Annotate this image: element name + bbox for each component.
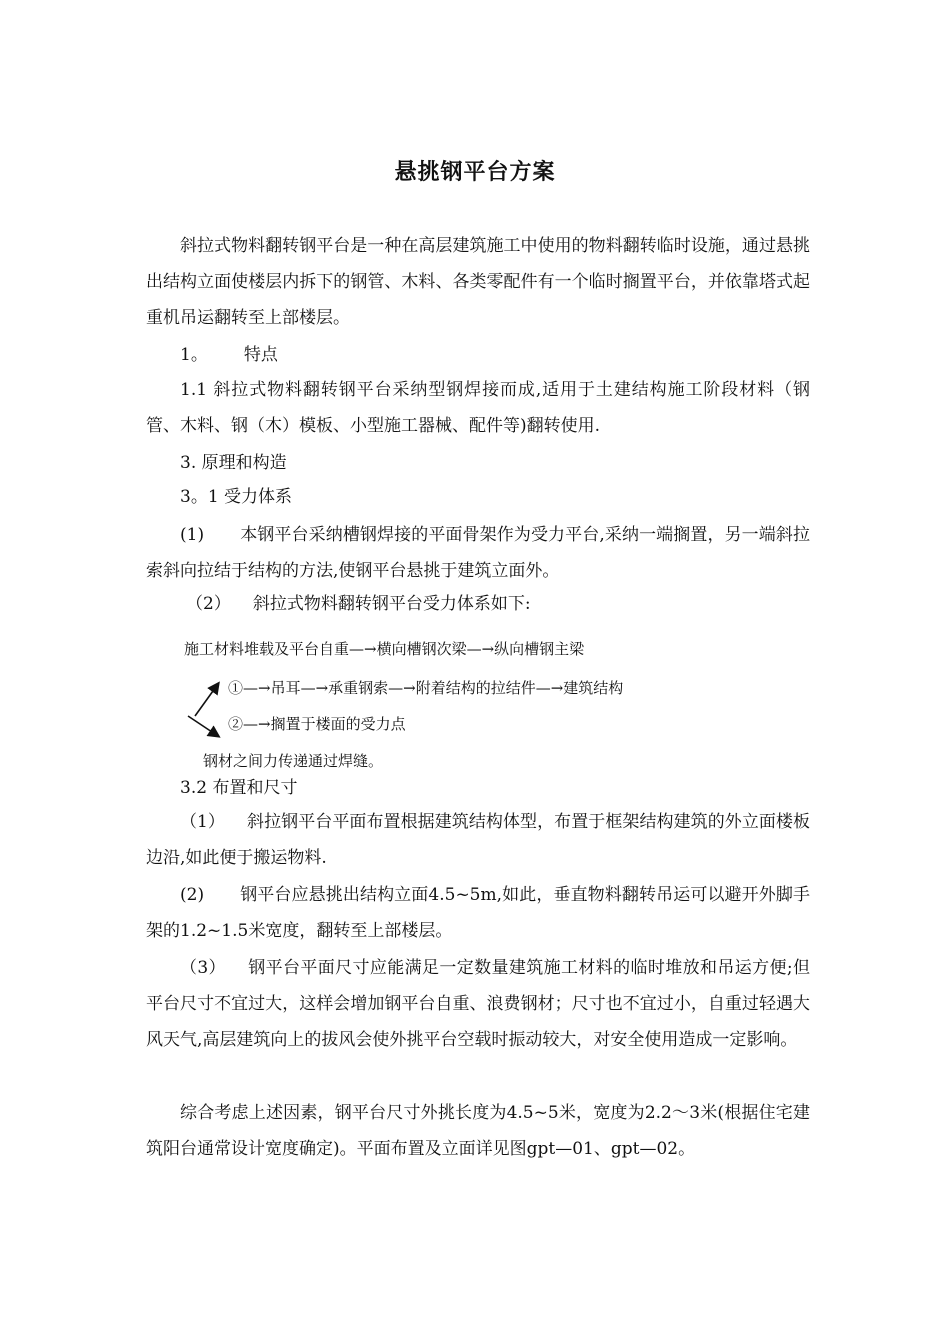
section-3-1-item-2: [186, 592, 531, 616]
item-number: （3）: [180, 958, 226, 978]
summary-paragraph: 综合考虑上述因素，钢平台尺寸外挑长度为4.5~5米，宽度为2.2～3米(根据住宅建筑阳台通常设计宽度确定)。平面布置及立面详见图gpt—01、gpt—02。: [146, 1103, 810, 1159]
section-3-1-heading: 3。1 受力体系: [180, 487, 293, 507]
section-1-title: 特点: [243, 345, 278, 365]
item-number: （1）: [180, 812, 225, 832]
item-number: (1): [180, 525, 205, 545]
section-3-2-item-3: [146, 950, 810, 1058]
diagram-line-2: ①—→吊耳—→承重钢索—→附着结构的拉结件—→建筑结构: [228, 679, 624, 697]
item-text: 斜拉钢平台平面布置根据建筑结构体型，布置于框架结构建筑的外立面楼板边沿,如此便于搬运物料.: [146, 812, 810, 868]
item-text: 钢平台平面尺寸应能满足一定数量建筑施工材料的临时堆放和吊运方便;但平台尺寸不宜过大，这样会增加钢平台自重、浪费钢材；尺寸也不宜过小，自重过轻遇大风天气,高层建筑向上的拔风会使外挑平台空载时振动较大，对安全使用造成一定影响。: [146, 958, 810, 1050]
section-1-heading: [180, 343, 278, 367]
section-3-heading: 3. 原理和构造: [180, 453, 287, 473]
item-text: 钢平台应悬挑出结构立面4.5~5m,如此，垂直物料翻转吊运可以避开外脚手架的1.2~1.5米宽度，翻转至上部楼层。: [146, 885, 810, 941]
section-1-number: 1。: [180, 345, 208, 365]
intro-paragraph: 斜拉式物料翻转钢平台是一种在高层建筑施工中使用的物料翻转临时设施，通过悬挑出结构立面使楼层内拆下的钢管、木料、各类零配件有一个临时搁置平台，并依靠塔式起重机吊运翻转至上部楼层。: [146, 236, 810, 328]
diagram-line-1: 施工材料堆载及平台自重—→横向槽钢次梁—→纵向槽钢主梁: [184, 640, 585, 658]
item-text: 斜拉式物料翻转钢平台受力体系如下:: [252, 594, 531, 614]
section-1-1-paragraph: 1.1 斜拉式物料翻转钢平台采纳型钢焊接而成,适用于土建结构施工阶段材料（钢管、木料、钢（木）模板、小型施工器械、配件等)翻转使用.: [146, 380, 810, 436]
section-3-2-item-2: [146, 877, 810, 949]
section-3-1-item-1: [146, 517, 810, 589]
section-3-2-heading: 3.2 布置和尺寸: [180, 778, 298, 798]
diagram-line-4: 钢材之间力传递通过焊缝。: [203, 752, 384, 770]
diagram-line-3: ②—→搁置于楼面的受力点: [228, 715, 406, 733]
item-number: (2): [180, 885, 205, 905]
section-3-2-item-1: [146, 804, 810, 876]
branch-arrows-icon: [180, 674, 230, 744]
item-number: （2）: [186, 594, 231, 614]
item-text: 本钢平台采纳槽钢焊接的平面骨架作为受力平台,采纳一端搁置，另一端斜拉索斜向拉结于结构的方法,使钢平台悬挑于建筑立面外。: [146, 525, 810, 581]
page-title: 悬挑钢平台方案: [394, 160, 556, 185]
